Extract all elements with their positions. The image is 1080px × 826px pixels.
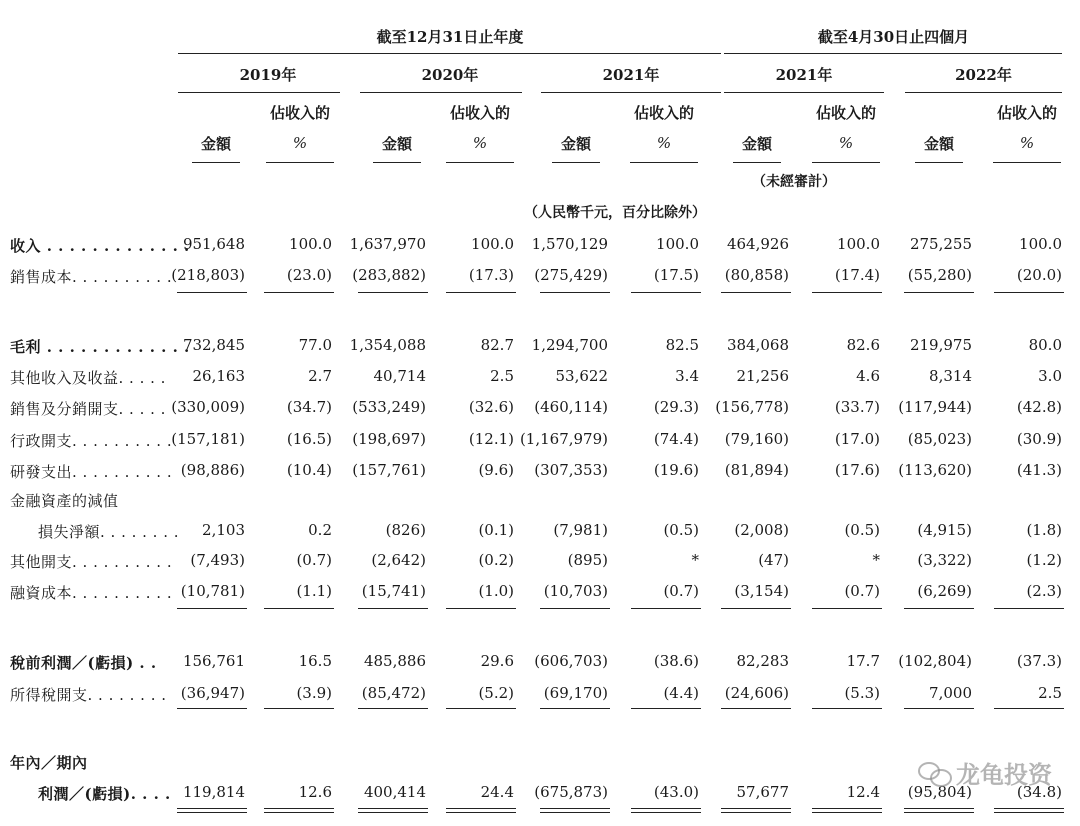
year-rule-2021	[541, 92, 721, 93]
table-cell-pct: 82.6	[846, 336, 880, 354]
table-cell-pct: (29.3)	[653, 398, 699, 416]
table-cell-pct: (17.3)	[468, 266, 514, 284]
table-cell-pct: 82.5	[665, 336, 699, 354]
row-label: 所得稅開支. . . . . . . .	[10, 686, 167, 704]
table-cell-pct: (41.3)	[1016, 461, 1062, 479]
table-cell-pct: 16.5	[298, 652, 332, 670]
table-cell-pct: (17.6)	[834, 461, 880, 479]
table-cell-amount: 219,975	[909, 336, 972, 354]
row-label: 行政開支. . . . . . . . . .	[10, 432, 173, 450]
table-cell-pct: 24.4	[480, 783, 514, 801]
table-cell-pct: (2.3)	[1026, 582, 1062, 600]
subtotal-rule	[904, 608, 974, 609]
table-cell-amount: (533,249)	[352, 398, 426, 416]
table-cell-amount: 57,677	[736, 783, 789, 801]
subtotal-rule	[812, 708, 882, 709]
pct-column-header	[806, 98, 886, 158]
pct-header-line2: %	[472, 134, 488, 152]
subtotal-rule	[631, 608, 701, 609]
total-double-rule	[631, 808, 701, 809]
row-label: 其他開支. . . . . . . . . .	[10, 553, 173, 571]
row-label: 損失淨額. . . . . . . .	[38, 523, 180, 541]
table-cell-amount: (606,703)	[534, 652, 608, 670]
table-cell-amount: 1,354,088	[349, 336, 426, 354]
amount-column-header: 金額	[741, 135, 772, 153]
table-cell-pct: 2.5	[1038, 684, 1062, 702]
table-cell-pct: 12.4	[846, 783, 880, 801]
table-cell-amount: (895)	[567, 551, 608, 569]
table-cell-amount: 26,163	[192, 367, 245, 385]
table-cell-amount: 464,926	[726, 235, 789, 253]
table-cell-amount: (157,181)	[171, 430, 245, 448]
table-cell-pct: (0.5)	[663, 521, 699, 539]
table-cell-amount: (6,269)	[917, 582, 972, 600]
table-cell-pct: (0.2)	[478, 551, 514, 569]
table-cell-pct: (1.0)	[478, 582, 514, 600]
table-cell-amount: (675,873)	[534, 783, 608, 801]
table-cell-amount: (24,606)	[724, 684, 789, 702]
subtotal-rule	[904, 708, 974, 709]
table-cell-pct: (34.8)	[1016, 783, 1062, 801]
year-rule-2020	[360, 92, 522, 93]
total-double-rule	[812, 808, 882, 809]
subtotal-rule	[446, 708, 516, 709]
table-cell-pct: 29.6	[480, 652, 514, 670]
table-cell-pct: (5.2)	[478, 684, 514, 702]
subtotal-rule	[994, 292, 1064, 293]
amount-column-header: 金額	[381, 135, 412, 153]
table-cell-pct: (12.1)	[468, 430, 514, 448]
table-cell-pct: 100.0	[837, 235, 880, 253]
year-rule-2019	[178, 92, 340, 93]
total-double-rule	[994, 808, 1064, 809]
total-double-rule	[177, 812, 247, 813]
table-cell-amount: (95,804)	[907, 783, 972, 801]
subtotal-rule	[904, 292, 974, 293]
table-cell-pct: 100.0	[1019, 235, 1062, 253]
table-cell-amount: (85,023)	[907, 430, 972, 448]
row-label: 收入 . . . . . . . . . . . . .	[10, 237, 190, 255]
table-cell-amount: 119,814	[182, 783, 245, 801]
subtotal-rule	[721, 608, 791, 609]
total-double-rule	[446, 812, 516, 813]
total-double-rule	[540, 808, 610, 809]
table-cell-amount: 485,886	[363, 652, 426, 670]
table-cell-amount: (307,353)	[534, 461, 608, 479]
table-cell-pct: (43.0)	[653, 783, 699, 801]
table-cell-pct: 100.0	[656, 235, 699, 253]
total-double-rule	[446, 808, 516, 809]
subtotal-rule	[540, 292, 610, 293]
table-cell-amount: (69,170)	[543, 684, 608, 702]
table-cell-amount: (1,167,979)	[519, 430, 608, 448]
table-cell-amount: (156,778)	[715, 398, 789, 416]
subtotal-rule	[540, 708, 610, 709]
watermark	[918, 755, 1052, 790]
table-cell-pct: 2.5	[490, 367, 514, 385]
subtotal-rule	[812, 608, 882, 609]
pct-header-line1: 佔收入的	[269, 104, 330, 122]
pct-column-header	[624, 98, 704, 158]
table-cell-amount: (4,915)	[917, 521, 972, 539]
amount-column-rule	[373, 162, 421, 163]
table-cell-pct: (32.6)	[468, 398, 514, 416]
year-header-2021-period: 2021年	[775, 66, 833, 84]
table-cell-pct: *	[872, 551, 880, 569]
subtotal-rule	[264, 708, 334, 709]
group-header-four-months: 截至4月30日止四個月	[817, 28, 970, 46]
table-cell-pct: (0.1)	[478, 521, 514, 539]
table-cell-pct: 80.0	[1028, 336, 1062, 354]
table-cell-amount: (218,803)	[171, 266, 245, 284]
year-rule-2021-period	[724, 92, 884, 93]
table-cell-amount: (85,472)	[361, 684, 426, 702]
table-cell-pct: 4.6	[856, 367, 880, 385]
amount-column-rule	[552, 162, 600, 163]
table-cell-amount: (198,697)	[352, 430, 426, 448]
table-cell-amount: (117,944)	[898, 398, 972, 416]
subtotal-rule	[358, 292, 428, 293]
table-cell-pct: (10.4)	[286, 461, 332, 479]
subtotal-rule	[631, 708, 701, 709]
table-cell-pct: 77.0	[298, 336, 332, 354]
table-cell-amount: (80,858)	[724, 266, 789, 284]
table-cell-amount: 40,714	[373, 367, 426, 385]
table-cell-pct: 3.0	[1038, 367, 1062, 385]
amount-column-header: 金額	[560, 135, 591, 153]
total-double-rule	[264, 808, 334, 809]
table-cell-amount: (36,947)	[180, 684, 245, 702]
table-cell-pct: 0.2	[308, 521, 332, 539]
table-cell-pct: 100.0	[289, 235, 332, 253]
table-cell-pct: (17.5)	[653, 266, 699, 284]
table-cell-pct: (0.5)	[844, 521, 880, 539]
table-cell-amount: 8,314	[929, 367, 972, 385]
row-label: 研發支出. . . . . . . . . .	[10, 463, 173, 481]
total-double-rule	[812, 812, 882, 813]
subtotal-rule	[358, 608, 428, 609]
table-cell-amount: 7,000	[929, 684, 972, 702]
table-cell-pct: 2.7	[308, 367, 332, 385]
pct-header-line1: 佔收入的	[996, 104, 1057, 122]
pct-header-line2: %	[838, 134, 854, 152]
pct-header-line1: 佔收入的	[449, 104, 510, 122]
total-double-rule	[904, 812, 974, 813]
table-cell-pct: *	[691, 551, 699, 569]
table-cell-amount: (826)	[385, 521, 426, 539]
pct-header-line1: 佔收入的	[633, 104, 694, 122]
table-cell-amount: (10,703)	[543, 582, 608, 600]
table-cell-pct: (0.7)	[296, 551, 332, 569]
subtotal-rule	[264, 292, 334, 293]
year-header-2019: 2019年	[239, 66, 297, 84]
table-cell-pct: (5.3)	[844, 684, 880, 702]
table-cell-amount: 275,255	[909, 235, 972, 253]
table-cell-amount: (2,008)	[734, 521, 789, 539]
table-cell-pct: 100.0	[471, 235, 514, 253]
row-label: 銷售及分銷開支. . . . .	[10, 400, 166, 418]
year-header-2020: 2020年	[421, 66, 479, 84]
total-double-rule	[721, 808, 791, 809]
row-label: 金融資產的減值	[10, 492, 119, 510]
group-header-four-months-rule	[724, 53, 1062, 54]
table-cell-pct: (1.8)	[1026, 521, 1062, 539]
table-cell-pct: 3.4	[675, 367, 699, 385]
unit-note: （人民幣千元，百分比除外）	[524, 205, 706, 221]
subtotal-rule	[812, 292, 882, 293]
table-cell-pct: (30.9)	[1016, 430, 1062, 448]
pct-column-rule	[446, 162, 514, 163]
pct-column-header	[440, 98, 520, 158]
watermark-text: 龙龟投资	[956, 761, 1052, 789]
amount-column-rule	[192, 162, 240, 163]
pct-column-rule	[993, 162, 1061, 163]
table-cell-amount: 732,845	[182, 336, 245, 354]
table-cell-pct: (23.0)	[286, 266, 332, 284]
table-cell-amount: (98,886)	[180, 461, 245, 479]
group-header-annual: 截至12月31日止年度	[376, 28, 524, 46]
table-cell-amount: (157,761)	[352, 461, 426, 479]
table-cell-amount: (113,620)	[898, 461, 972, 479]
subtotal-rule	[358, 708, 428, 709]
table-cell-pct: 12.6	[298, 783, 332, 801]
table-cell-pct: (19.6)	[653, 461, 699, 479]
amount-column-header: 金額	[200, 135, 231, 153]
row-label: 稅前利潤／(虧損) . .	[10, 654, 157, 672]
pct-column-rule	[812, 162, 880, 163]
unaudited-note: （未經審計）	[752, 174, 836, 190]
pct-header-line2: %	[656, 134, 672, 152]
table-cell-pct: (42.8)	[1016, 398, 1062, 416]
year-rule-2022-period	[905, 92, 1062, 93]
row-label: 銷售成本. . . . . . . . . .	[10, 268, 173, 286]
subtotal-rule	[177, 608, 247, 609]
total-double-rule	[264, 812, 334, 813]
table-cell-amount: 384,068	[726, 336, 789, 354]
table-cell-amount: 400,414	[363, 783, 426, 801]
table-cell-amount: (3,154)	[734, 582, 789, 600]
table-cell-amount: (3,322)	[917, 551, 972, 569]
table-cell-pct: (4.4)	[663, 684, 699, 702]
table-cell-amount: 1,294,700	[531, 336, 608, 354]
table-cell-pct: 82.7	[480, 336, 514, 354]
total-double-rule	[994, 812, 1064, 813]
table-cell-amount: 21,256	[736, 367, 789, 385]
amount-column-rule	[915, 162, 963, 163]
table-cell-pct: (1.1)	[296, 582, 332, 600]
subtotal-rule	[446, 292, 516, 293]
total-double-rule	[358, 812, 428, 813]
table-cell-amount: (79,160)	[724, 430, 789, 448]
pct-header-line2: %	[1019, 134, 1035, 152]
table-cell-pct: (34.7)	[286, 398, 332, 416]
pct-column-rule	[266, 162, 334, 163]
table-cell-amount: 1,570,129	[531, 235, 608, 253]
table-cell-pct: (33.7)	[834, 398, 880, 416]
total-double-rule	[540, 812, 610, 813]
total-double-rule	[904, 808, 974, 809]
table-cell-pct: (9.6)	[478, 461, 514, 479]
table-cell-amount: (275,429)	[534, 266, 608, 284]
total-double-rule	[631, 812, 701, 813]
table-cell-pct: (20.0)	[1016, 266, 1062, 284]
table-cell-pct: 17.7	[846, 652, 880, 670]
table-cell-pct: (0.7)	[663, 582, 699, 600]
table-cell-pct: (3.9)	[296, 684, 332, 702]
pct-column-rule	[630, 162, 698, 163]
table-cell-pct: (16.5)	[286, 430, 332, 448]
table-cell-amount: 951,648	[182, 235, 245, 253]
table-cell-amount: 156,761	[182, 652, 245, 670]
table-cell-amount: (15,741)	[361, 582, 426, 600]
table-cell-amount: (81,894)	[724, 461, 789, 479]
subtotal-rule	[177, 292, 247, 293]
year-header-2021: 2021年	[602, 66, 660, 84]
row-label: 毛利 . . . . . . . . . . . . .	[10, 338, 190, 356]
table-cell-amount: (283,882)	[352, 266, 426, 284]
total-double-rule	[358, 808, 428, 809]
table-cell-amount: 82,283	[736, 652, 789, 670]
total-double-rule	[721, 812, 791, 813]
table-cell-amount: 1,637,970	[349, 235, 426, 253]
table-cell-pct: (37.3)	[1016, 652, 1062, 670]
table-cell-pct: (0.7)	[844, 582, 880, 600]
group-header-annual-rule	[178, 53, 721, 54]
subtotal-rule	[721, 708, 791, 709]
table-cell-pct: (1.2)	[1026, 551, 1062, 569]
table-cell-amount: 53,622	[555, 367, 608, 385]
table-cell-amount: (47)	[758, 551, 789, 569]
wechat-icon	[918, 760, 952, 786]
row-label: 利潤／(虧損). . . .	[38, 785, 171, 803]
year-header-2022-period: 2022年	[955, 66, 1012, 84]
row-label: 其他收入及收益. . . . .	[10, 369, 166, 387]
amount-column-rule	[733, 162, 781, 163]
pct-header-line1: 佔收入的	[815, 104, 876, 122]
subtotal-rule	[540, 608, 610, 609]
table-cell-amount: (7,981)	[553, 521, 608, 539]
table-cell-pct: (17.0)	[834, 430, 880, 448]
table-cell-amount: (102,804)	[898, 652, 972, 670]
subtotal-rule	[177, 708, 247, 709]
table-cell-amount: (460,114)	[534, 398, 608, 416]
table-cell-amount: (10,781)	[180, 582, 245, 600]
pct-header-line2: %	[292, 134, 308, 152]
table-cell-pct: (38.6)	[653, 652, 699, 670]
table-cell-amount: (7,493)	[190, 551, 245, 569]
table-cell-amount: (55,280)	[907, 266, 972, 284]
subtotal-rule	[446, 608, 516, 609]
table-cell-pct: (17.4)	[834, 266, 880, 284]
subtotal-rule	[994, 608, 1064, 609]
table-cell-pct: (74.4)	[653, 430, 699, 448]
table-cell-amount: (2,642)	[371, 551, 426, 569]
row-label: 年內／期內	[10, 754, 88, 772]
subtotal-rule	[631, 292, 701, 293]
total-double-rule	[177, 808, 247, 809]
pct-column-header	[987, 98, 1067, 158]
subtotal-rule	[994, 708, 1064, 709]
pct-column-header	[260, 98, 340, 158]
subtotal-rule	[721, 292, 791, 293]
row-label: 融資成本. . . . . . . . . .	[10, 584, 173, 602]
amount-column-header: 金額	[923, 135, 954, 153]
table-cell-amount: (330,009)	[171, 398, 245, 416]
table-cell-amount: 2,103	[202, 521, 245, 539]
subtotal-rule	[264, 608, 334, 609]
